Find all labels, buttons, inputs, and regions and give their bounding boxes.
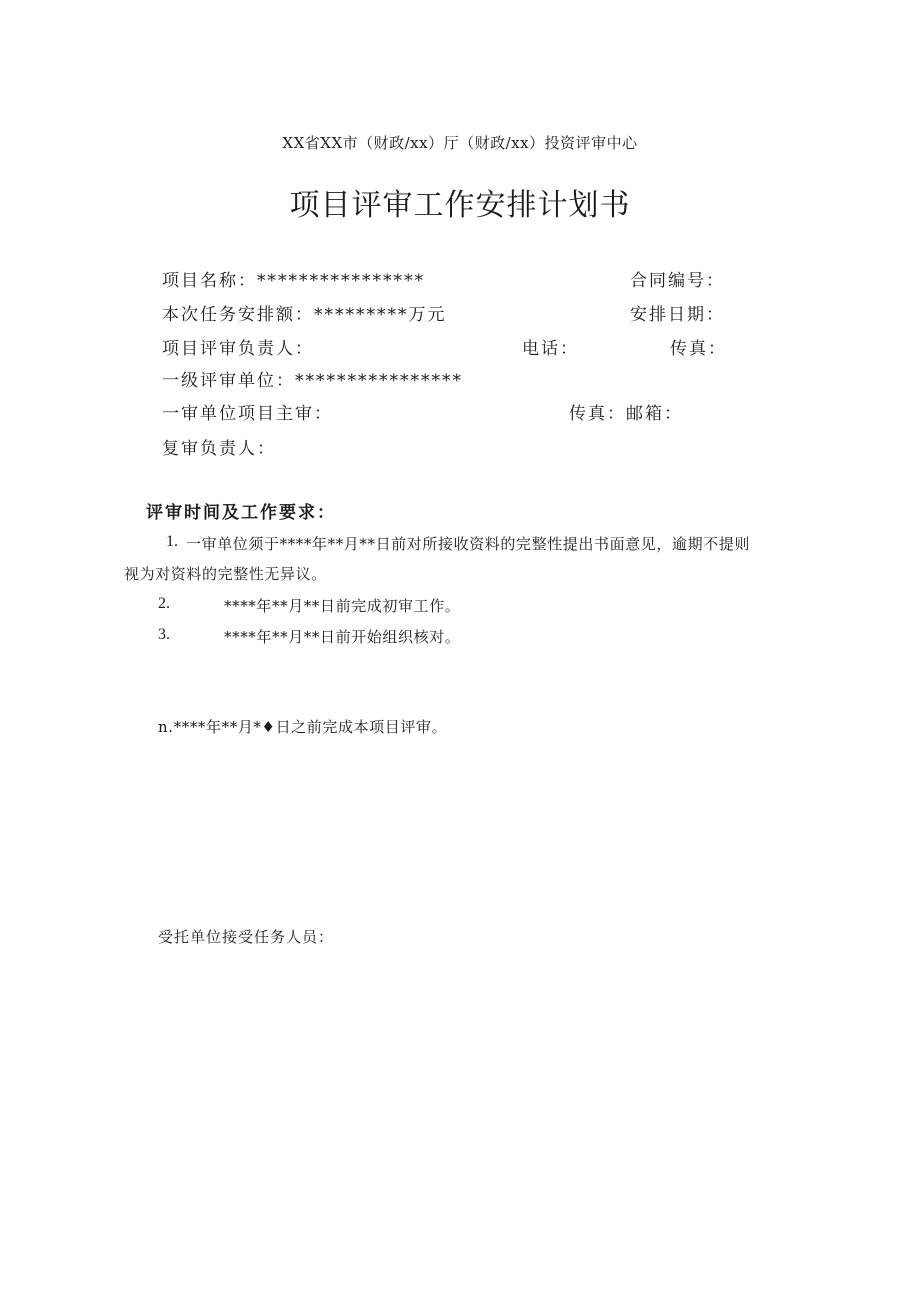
organization-name: XX省XX市（财政/xx）厅（财政/xx）投资评审中心 (282, 134, 638, 152)
first-unit-chief-field: 一审单位项目主审： (162, 404, 333, 424)
arrange-date-field: 安排日期： (630, 305, 725, 325)
item-1-line-2: 视为对资料的完整性无异议。 (124, 565, 327, 583)
fax-field: 传真： (670, 339, 727, 359)
project-name-field: 项目名称：**************** (162, 271, 425, 291)
requirements-heading: 评审时间及工作要求： (146, 503, 336, 523)
item-3-text: ****年**月**日前开始组织核对。 (224, 628, 461, 646)
signature-label: 受托单位接受任务人员： (158, 928, 335, 946)
document-title: 项目评审工作安排计划书 (289, 188, 631, 223)
phone-field: 电话： (522, 339, 579, 359)
item-1-number: 1. (166, 533, 178, 550)
review-lead-field: 项目评审负责人： (162, 339, 314, 359)
item-2-text: ****年**月**日前完成初审工作。 (224, 597, 461, 615)
item-3-number: 3. (158, 626, 170, 643)
task-amount-field: 本次任务安排额：*********万元 (162, 305, 447, 325)
first-level-unit-field: 一级评审单位：**************** (162, 371, 463, 391)
item-2-number: 2. (158, 595, 170, 612)
fax-email-field: 传真：邮箱： (569, 404, 683, 424)
item-n-text: n.****年**月*♦日之前完成本项目评审。 (158, 718, 448, 736)
recheck-lead-field: 复审负责人： (162, 439, 276, 459)
item-1-line-1: 一审单位须于****年**月**日前对所接收资料的完整性提出书面意见，逾期不提则 (186, 535, 751, 553)
contract-number-field: 合同编号： (630, 271, 725, 291)
